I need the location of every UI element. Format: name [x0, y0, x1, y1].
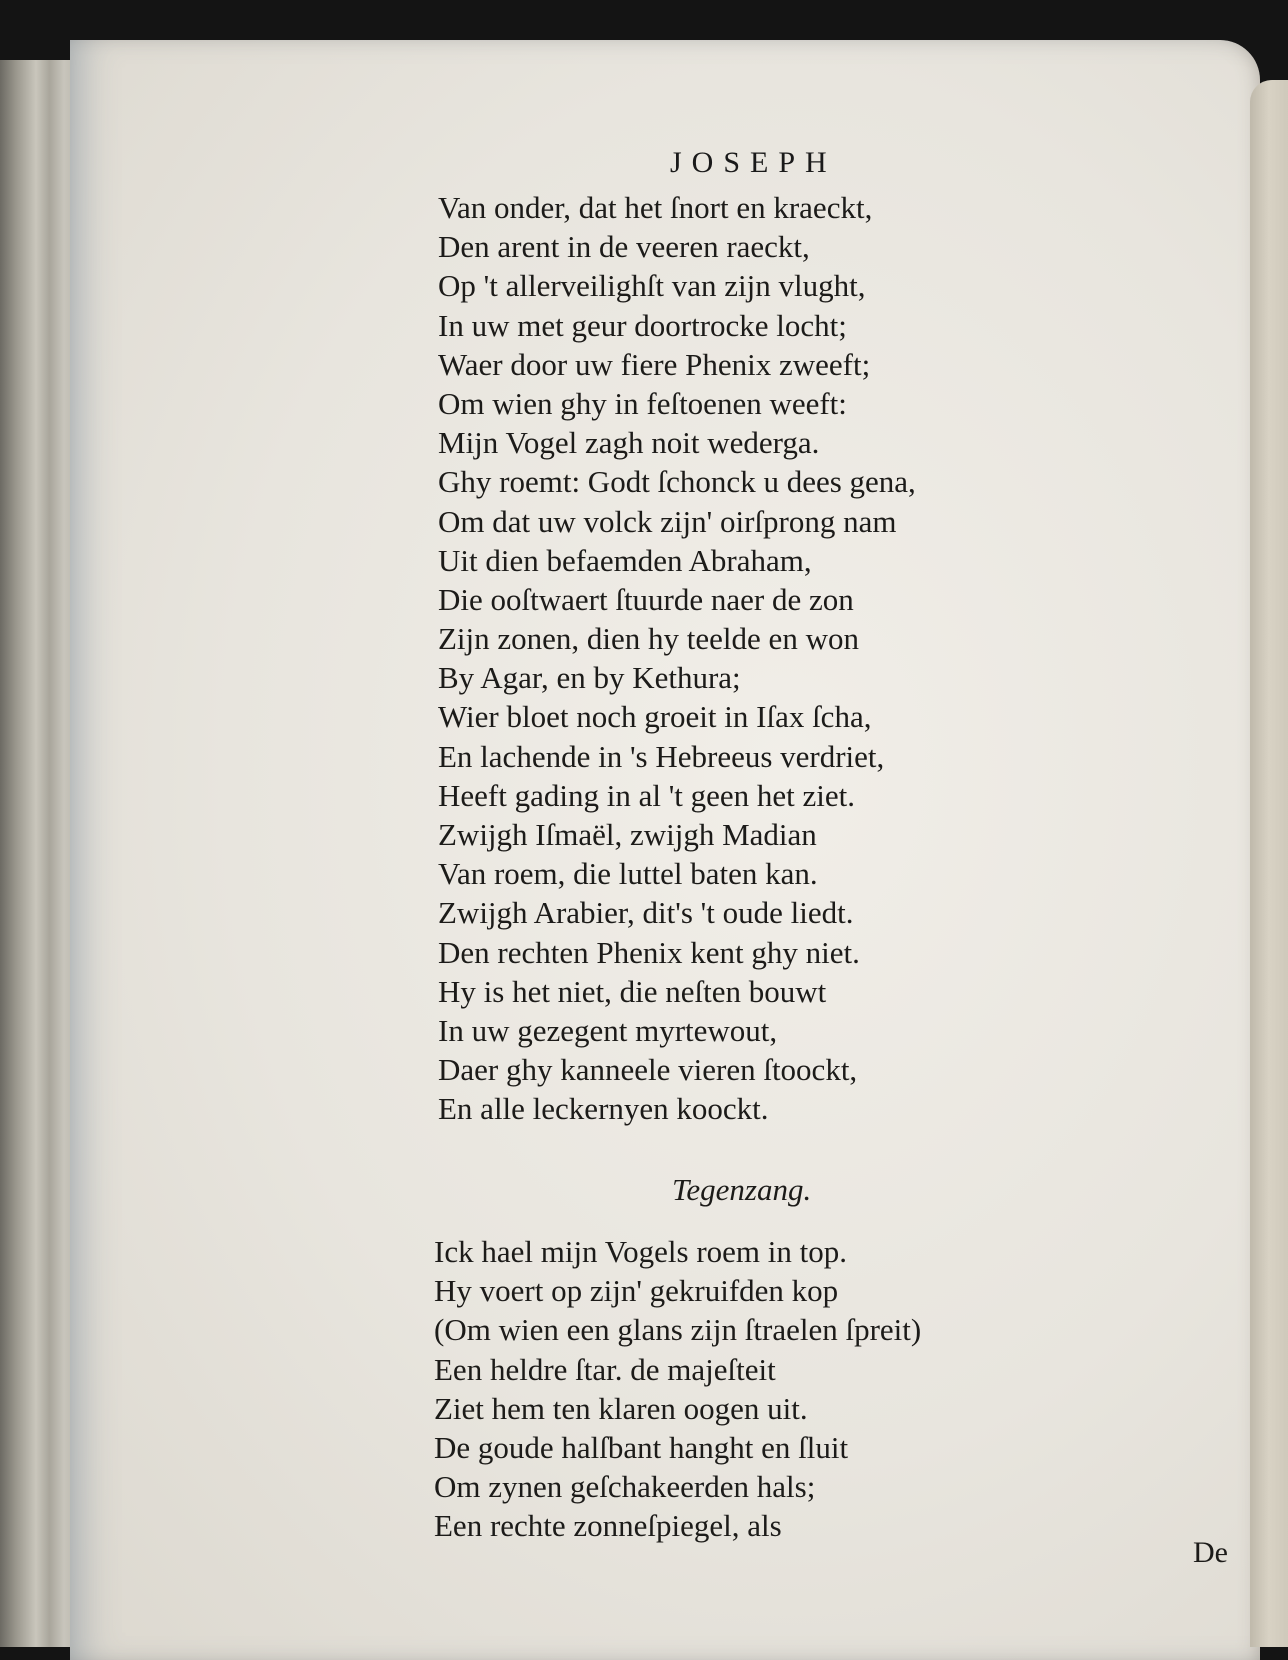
verse-line: In uw gezegent myrtewout,	[438, 1012, 778, 1048]
facing-page-edge	[1250, 80, 1288, 1647]
verse-line: Zijn zonen, dien hy teelde en won	[438, 621, 859, 657]
verse-line: Hy voert op zijn' gekruifden kop	[434, 1273, 839, 1309]
verse-line: Daer ghy kanneele vieren ſtoockt,	[438, 1052, 858, 1088]
book-page-edges	[0, 60, 80, 1647]
verse-line: Heeft gading in al 't geen het ziet.	[438, 777, 856, 813]
verse-line: Van roem, die luttel baten kan.	[438, 856, 818, 892]
verse-line: By Agar, en by Kethura;	[438, 660, 741, 696]
verse-line: Den rechten Phenix kent ghy niet.	[438, 934, 860, 970]
verse-line: In uw met geur doortrocke locht;	[438, 307, 847, 343]
verse-line: De goude halſbant hanght en ſluit	[434, 1429, 849, 1465]
verse-line: Mijn Vogel zagh noit wederga.	[438, 425, 820, 461]
verse-line: En alle leckernyen koockt.	[438, 1091, 769, 1127]
verse-line: Een heldre ſtar. de majeſteit	[434, 1351, 776, 1387]
verse-line: Die ooſtwaert ſtuurde naer de zon	[438, 581, 854, 617]
verse-line: Om dat uw volck zijn' oirſprong nam	[438, 503, 897, 539]
stanza-1	[438, 188, 916, 1129]
verse-line: Ziet hem ten klaren oogen uit.	[434, 1390, 808, 1426]
catchword: De	[1193, 1536, 1228, 1569]
running-header: JOSEPH	[670, 146, 837, 179]
stanza-2	[434, 1232, 921, 1546]
verse-line: Uit dien befaemden Abraham,	[438, 542, 812, 578]
verse-line: Hy is het niet, die neſten bouwt	[438, 973, 827, 1009]
verse-line: Zwijgh Arabier, dit's 't oude liedt.	[438, 895, 854, 931]
verse-line: Om zynen geſchakeerden hals;	[434, 1469, 816, 1505]
verse-line: Den arent in de veeren raeckt,	[438, 229, 810, 265]
verse-line: Om wien ghy in feſtoenen weeft:	[438, 385, 847, 421]
verse-line: Ick hael mijn Vogels roem in top.	[434, 1234, 847, 1269]
verse-line: Van onder, dat het ſnort en kraeckt,	[438, 190, 873, 225]
verse-line: Zwijgh Iſmaël, zwijgh Madian	[438, 817, 817, 852]
verse-line: (Om wien een glans zijn ſtraelen ſpreit)	[434, 1312, 922, 1348]
section-title: Tegenzang.	[672, 1172, 812, 1207]
verse-line: En lachende in 's Hebreeus verdriet,	[438, 738, 885, 774]
verse-line: Op 't allerveilighſt van zijn vlught,	[438, 268, 866, 304]
verse-line: Een rechte zonneſpiegel, als	[434, 1508, 782, 1544]
verse-line: Ghy roemt: Godt ſchonck u dees gena,	[438, 464, 916, 500]
verse-line: Wier bloet noch groeit in Iſax ſcha,	[438, 699, 872, 735]
verse-line: Waer door uw fiere Phenix zweeft;	[438, 346, 871, 382]
